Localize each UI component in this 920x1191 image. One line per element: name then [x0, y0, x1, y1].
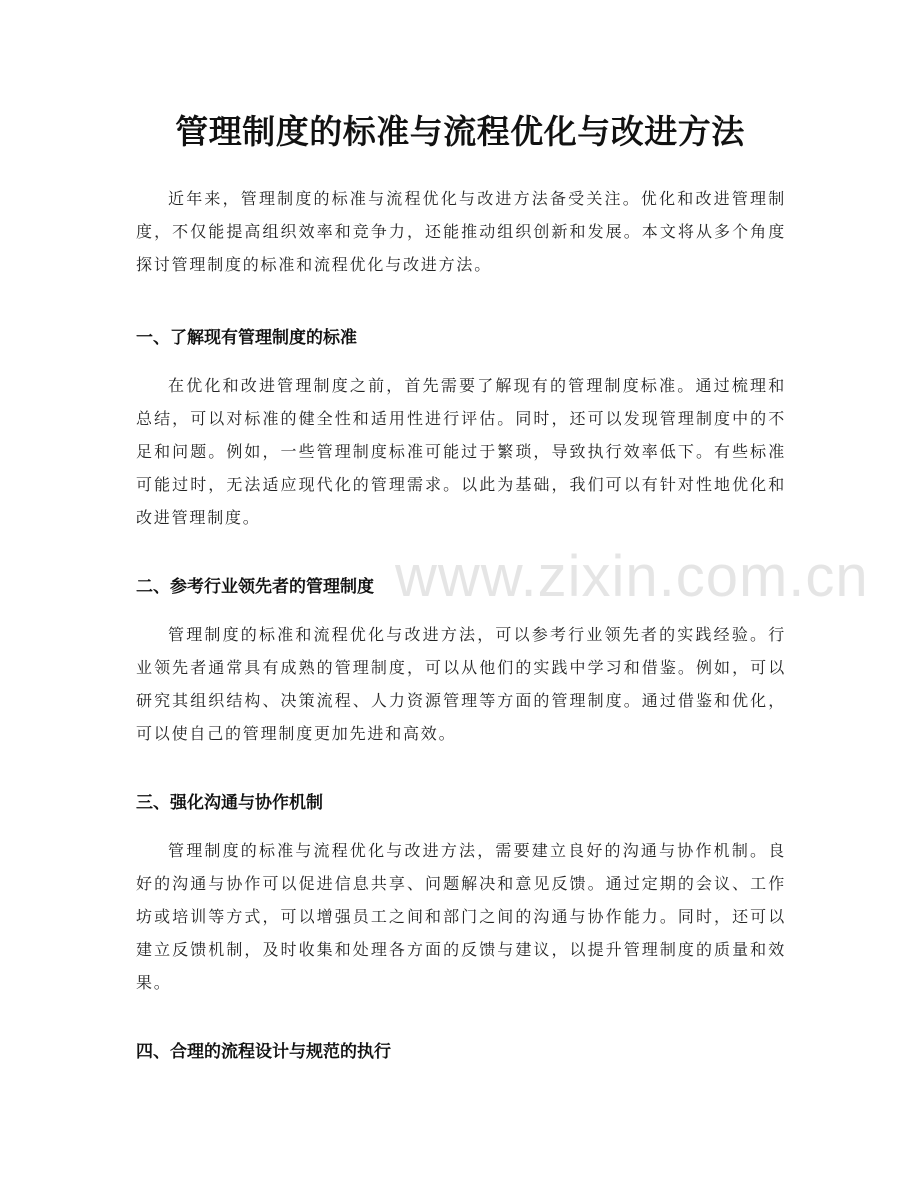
section-3-heading: 三、强化沟通与协作机制 [136, 793, 323, 813]
document-title: 管理制度的标准与流程优化与改进方法 [175, 112, 745, 151]
document-body [136, 182, 786, 1069]
section-4-heading: 四、合理的流程设计与规范的执行 [136, 1042, 391, 1062]
section-2-paragraph: 管理制度的标准和流程优化与改进方法，可以参考行业领先者的实践经验。行业领先者通常具有成熟的管理制度，可以从他们的实践中学习和借鉴。例如，可以研究其组织结构、决策流程、人力资源管理等方面的管理制度。通过借鉴和优化，可以使自己的管理制度更加先进和高效。 [136, 625, 786, 743]
intro-paragraph: 近年来，管理制度的标准与流程优化与改进方法备受关注。优化和改进管理制度，不仅能提高组织效率和竞争力，还能推动组织创新和发展。本文将从多个角度探讨管理制度的标准和流程优化与改进方法。 [136, 189, 786, 274]
section-3-paragraph: 管理制度的标准与流程优化与改进方法，需要建立良好的沟通与协作机制。良好的沟通与协作可以促进信息共享、问题解决和意见反馈。通过定期的会议、工作坊或培训等方式，可以增强员工之间和部门之间的沟通与协作能力。同时，还可以建立反馈机制，及时收集和处理各方面的反馈与建议，以提升管理制度的质量和效果。 [136, 841, 786, 992]
watermark: www.zixin.com.cn [395, 544, 869, 609]
section-2-heading: 二、参考行业领先者的管理制度 [136, 577, 374, 597]
section-1-paragraph: 在优化和改进管理制度之前，首先需要了解现有的管理制度标准。通过梳理和总结，可以对标准的健全性和适用性进行评估。同时，还可以发现管理制度中的不足和问题。例如，一些管理制度标准可能过于繁琐，导致执行效率低下。有些标准可能过时，无法适应现代化的管理需求。以此为基础，我们可以有针对性地优化和改进管理制度。 [136, 376, 786, 527]
section-1-heading: 一、了解现有管理制度的标准 [136, 328, 357, 348]
